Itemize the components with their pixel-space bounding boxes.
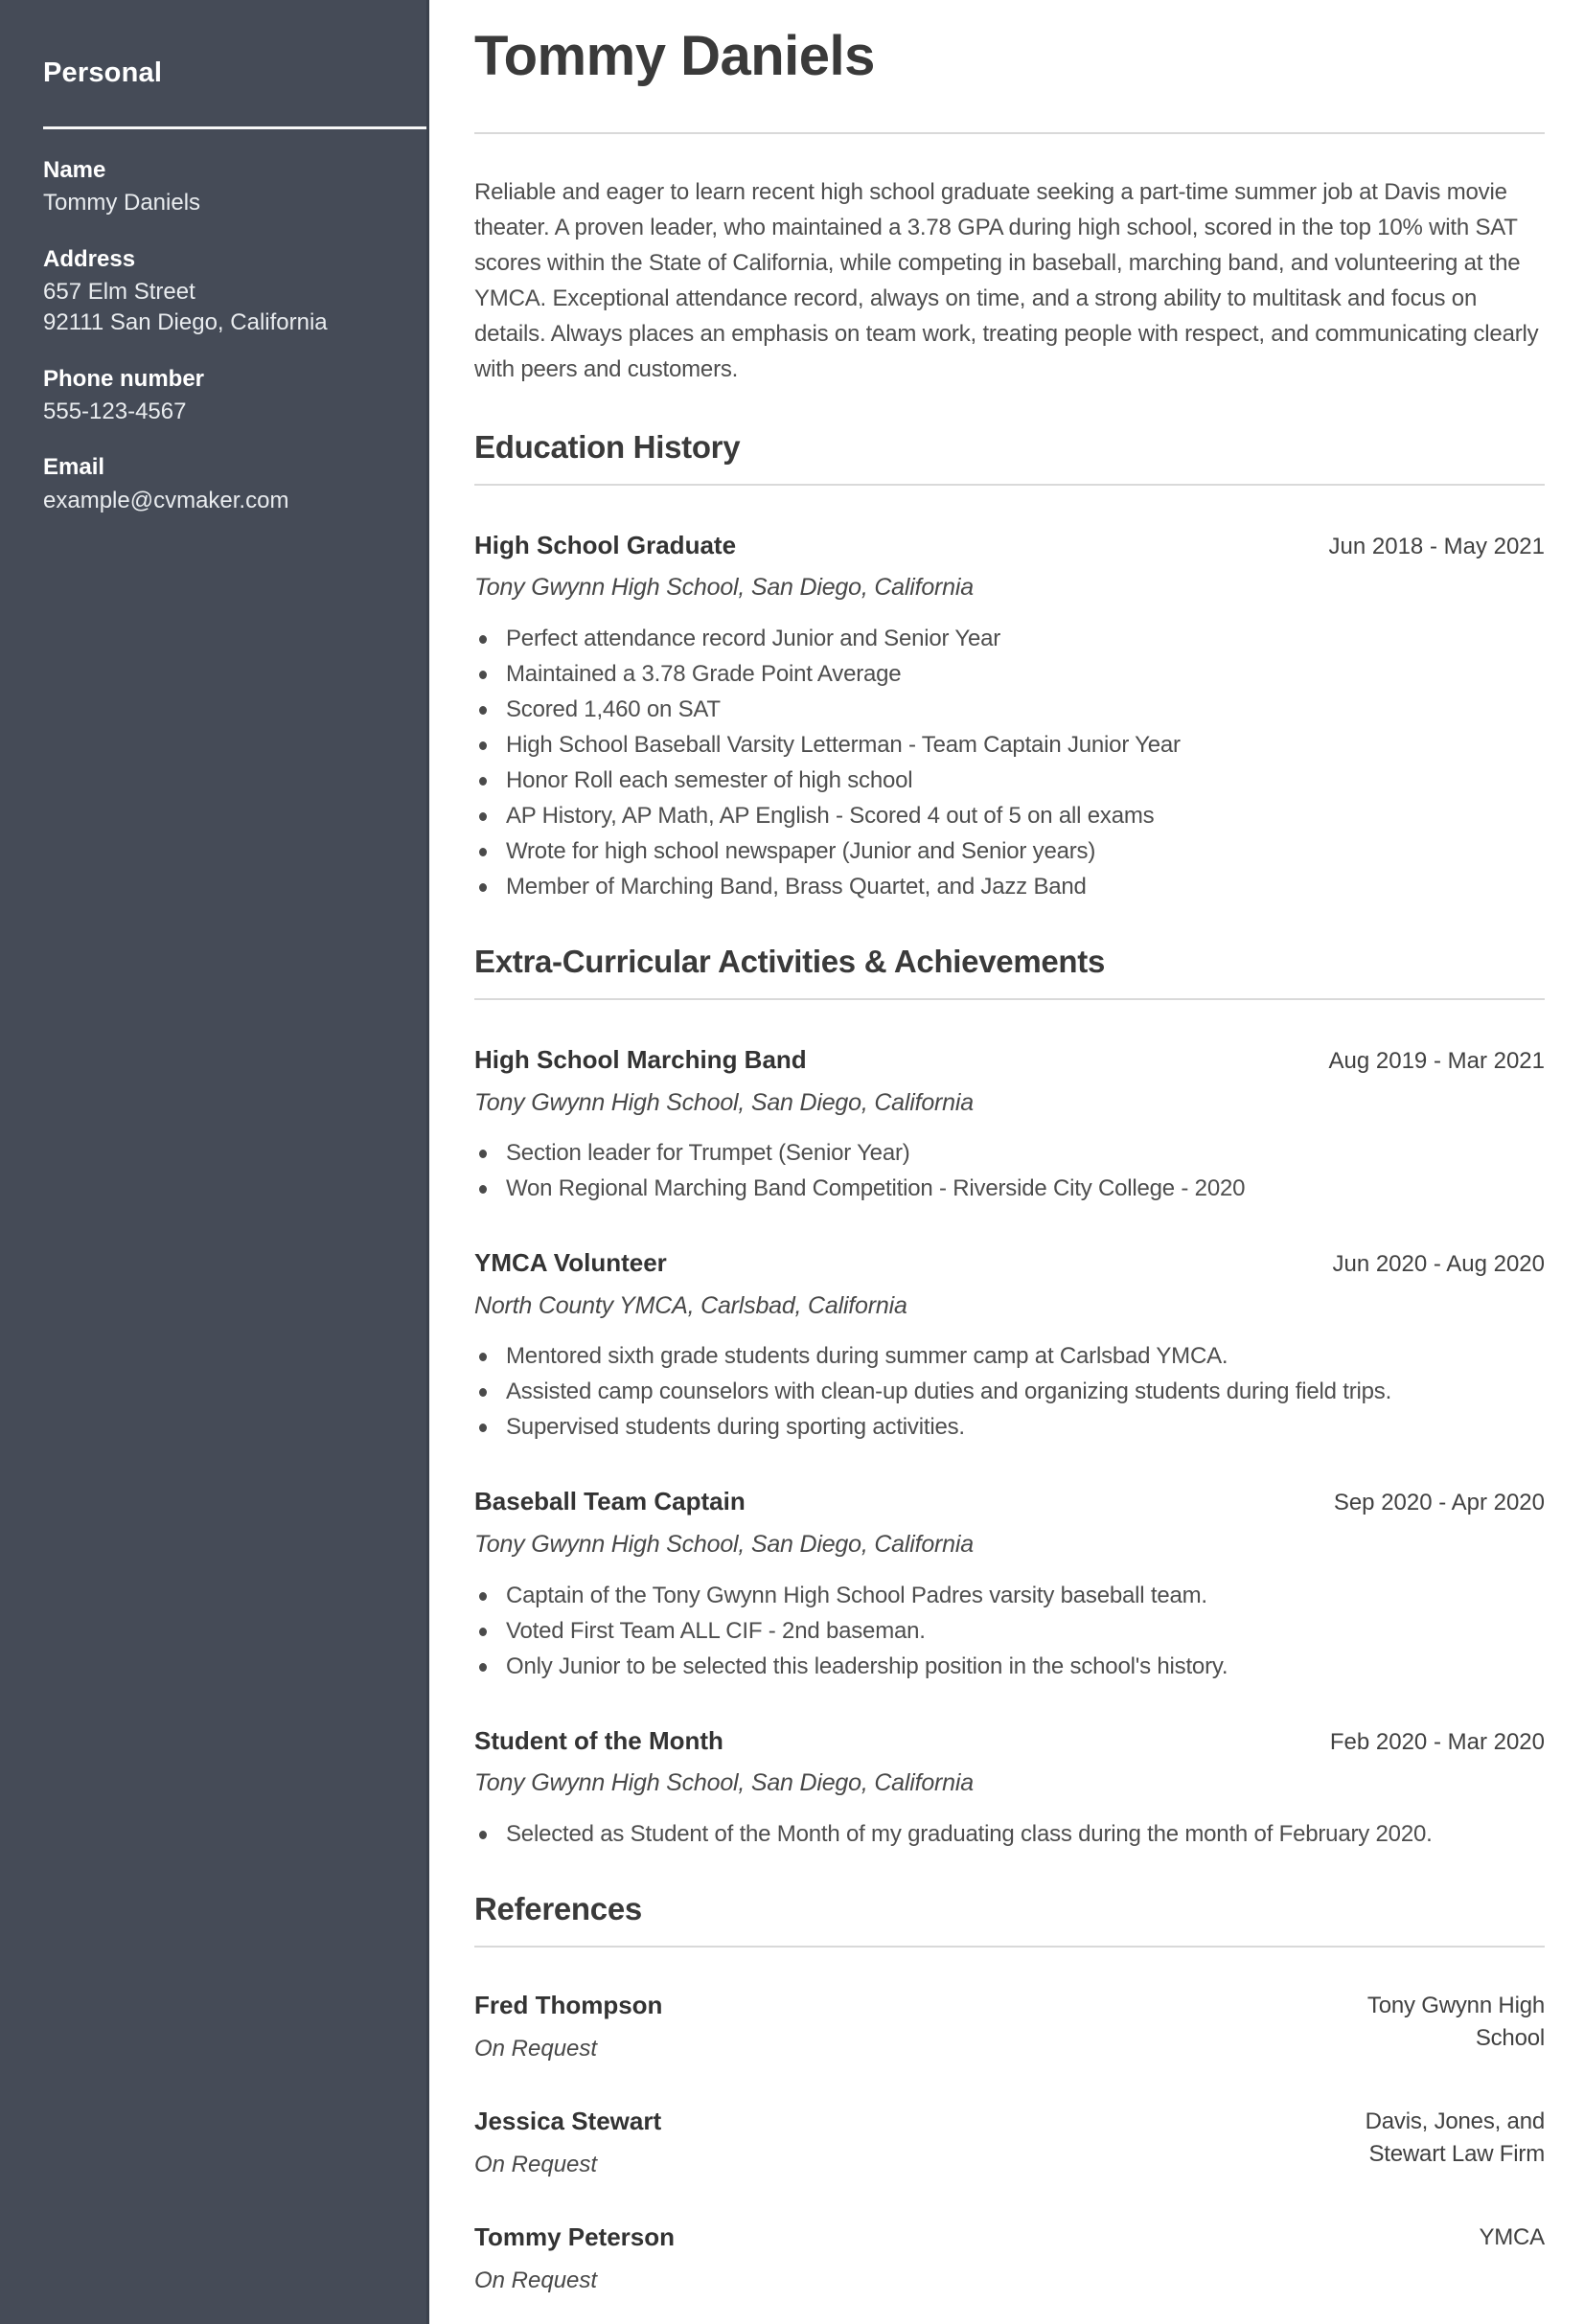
bullet-item bbox=[474, 1342, 1545, 1371]
bullet-dot bbox=[479, 1353, 487, 1361]
bullet-dot bbox=[479, 777, 487, 786]
bullet-text: Honor Roll each semester of high school bbox=[506, 766, 913, 793]
sidebar-heading: Personal bbox=[43, 57, 163, 88]
entry-header bbox=[474, 1725, 1545, 1758]
extracurricular-entry-marching-band bbox=[474, 1044, 1545, 1203]
sidebar-field-address bbox=[43, 244, 383, 338]
reference-left bbox=[474, 2106, 661, 2179]
sidebar-field-phone bbox=[43, 364, 383, 427]
bullet-text: High School Baseball Varsity Letterman - Team Captain Junior Year bbox=[506, 731, 1181, 758]
bullet-text: Won Regional Marching Band Competition - Riverside City College - 2020 bbox=[506, 1175, 1246, 1202]
bullet-list bbox=[474, 1820, 1545, 1849]
section-education bbox=[474, 427, 1545, 901]
entry-title: High School Marching Band bbox=[474, 1044, 807, 1074]
bullet-dot bbox=[479, 1663, 487, 1672]
reference-organization: Tony Gwynn High School bbox=[1366, 1992, 1545, 2051]
sidebar-field-name bbox=[43, 155, 383, 218]
education-heading: Education History bbox=[474, 428, 741, 465]
bullet-item bbox=[474, 1413, 1545, 1442]
extracurricular-entry-student-of-month bbox=[474, 1725, 1545, 1849]
phone-label: Phone number bbox=[43, 365, 205, 392]
education-entry bbox=[474, 530, 1545, 901]
entry-dates: Jun 2020 - Aug 2020 bbox=[1332, 1251, 1545, 1278]
reference-left bbox=[474, 2221, 675, 2295]
extracurricular-entry-baseball bbox=[474, 1486, 1545, 1680]
name-value: Tommy Daniels bbox=[43, 190, 201, 216]
reference-name: Fred Thompson bbox=[474, 1990, 663, 2019]
entry-header bbox=[474, 1486, 1545, 1518]
entry-dates: Feb 2020 - Mar 2020 bbox=[1329, 1728, 1545, 1755]
reference-row bbox=[474, 2221, 1545, 2295]
reference-name: Jessica Stewart bbox=[474, 2106, 662, 2135]
bullet-dot bbox=[479, 1150, 487, 1158]
entry-dates: Aug 2019 - Mar 2021 bbox=[1328, 1047, 1545, 1074]
reference-organization: Davis, Jones, and Stewart Law Firm bbox=[1365, 2108, 1545, 2167]
bullet-item bbox=[474, 695, 1545, 724]
phone-value: 555-123-4567 bbox=[43, 399, 187, 425]
entry-subtitle: Tony Gwynn High School, San Diego, California bbox=[474, 1769, 974, 1797]
bullet-item bbox=[474, 1820, 1545, 1849]
bullet-list bbox=[474, 1139, 1545, 1203]
bullet-dot bbox=[479, 1592, 487, 1601]
bullet-text: Section leader for Trumpet (Senior Year) bbox=[506, 1140, 910, 1167]
address-line-2: 92111 San Diego, California bbox=[43, 309, 328, 336]
section-extracurricular bbox=[474, 942, 1545, 1849]
bullet-text: Member of Marching Band, Brass Quartet, and Jazz Band bbox=[506, 873, 1087, 900]
entry-header bbox=[474, 1247, 1545, 1280]
bullet-text: Selected as Student of the Month of my graduating class during the month of February 2020. bbox=[506, 1820, 1433, 1847]
bullet-dot bbox=[479, 741, 487, 750]
extracurricular-entry-ymca bbox=[474, 1247, 1545, 1442]
entry-subtitle: North County YMCA, Carlsbad, California bbox=[474, 1291, 907, 1319]
reference-availability: On Request bbox=[474, 2151, 598, 2177]
bullet-item bbox=[474, 1582, 1545, 1610]
bullet-dot bbox=[479, 706, 487, 715]
bullet-dot bbox=[479, 1185, 487, 1194]
bullet-item bbox=[474, 731, 1545, 760]
bullet-item bbox=[474, 873, 1545, 901]
email-label: Email bbox=[43, 454, 105, 481]
bullet-item bbox=[474, 1174, 1545, 1203]
bullet-item bbox=[474, 660, 1545, 689]
entry-dates: Sep 2020 - Apr 2020 bbox=[1333, 1490, 1545, 1516]
bullet-text: Maintained a 3.78 Grade Point Average bbox=[506, 660, 902, 687]
references-divider bbox=[474, 1946, 1545, 1948]
bullet-list bbox=[474, 625, 1545, 901]
entry-title: Student of the Month bbox=[474, 1725, 723, 1755]
reference-organization: YMCA bbox=[1479, 2223, 1545, 2250]
reference-row bbox=[474, 1990, 1545, 2063]
bullet-item bbox=[474, 1378, 1545, 1406]
bullet-dot bbox=[479, 1628, 487, 1636]
email-value: example@cvmaker.com bbox=[43, 488, 289, 514]
entry-dates: Jun 2018 - May 2021 bbox=[1328, 533, 1545, 559]
reference-availability: On Request bbox=[474, 2035, 598, 2062]
bullet-text: Voted First Team ALL CIF - 2nd baseman. bbox=[506, 1617, 926, 1644]
bullet-item bbox=[474, 1617, 1545, 1646]
bullet-item bbox=[474, 1652, 1545, 1681]
bullet-text: AP History, AP Math, AP English - Scored 4 out of 5 on all exams bbox=[506, 802, 1155, 829]
bullet-dot bbox=[479, 635, 487, 644]
address-line-1: 657 Elm Street bbox=[43, 279, 195, 306]
entry-title: Baseball Team Captain bbox=[474, 1487, 746, 1516]
bullet-item bbox=[474, 766, 1545, 795]
entry-header bbox=[474, 1044, 1545, 1077]
reference-availability: On Request bbox=[474, 2267, 598, 2293]
bullet-dot bbox=[479, 848, 487, 856]
bullet-item bbox=[474, 802, 1545, 831]
entry-title: High School Graduate bbox=[474, 530, 737, 559]
bullet-text: Wrote for high school newspaper (Junior and Senior years) bbox=[506, 837, 1096, 864]
section-references bbox=[474, 1889, 1545, 2295]
bullet-item bbox=[474, 625, 1545, 653]
sidebar bbox=[0, 0, 429, 2324]
entry-title: YMCA Volunteer bbox=[474, 1248, 667, 1278]
bullet-dot bbox=[479, 812, 487, 821]
bullet-dot bbox=[479, 1388, 487, 1397]
sidebar-field-email bbox=[43, 452, 383, 515]
address-label: Address bbox=[43, 245, 136, 272]
main-content bbox=[429, 0, 1584, 2324]
bullet-dot bbox=[479, 671, 487, 679]
bullet-list bbox=[474, 1342, 1545, 1442]
name-label: Name bbox=[43, 156, 106, 183]
entry-subtitle: Tony Gwynn High School, San Diego, California bbox=[474, 574, 974, 602]
bullet-dot bbox=[479, 1831, 487, 1839]
education-divider bbox=[474, 484, 1545, 486]
reference-left bbox=[474, 1990, 662, 2063]
bullet-text: Mentored sixth grade students during summer camp at Carlsbad YMCA. bbox=[506, 1343, 1228, 1370]
entry-subtitle: Tony Gwynn High School, San Diego, California bbox=[474, 1531, 974, 1559]
sidebar-divider bbox=[43, 126, 426, 129]
bullet-text: Perfect attendance record Junior and Senior Year bbox=[506, 625, 1001, 651]
reference-row bbox=[474, 2106, 1545, 2179]
bullet-text: Captain of the Tony Gwynn High School Padres varsity baseball team. bbox=[506, 1582, 1207, 1608]
references-heading: References bbox=[474, 1890, 642, 1926]
extracurricular-divider bbox=[474, 998, 1545, 1000]
bullet-text: Only Junior to be selected this leadership position in the school's history. bbox=[506, 1652, 1228, 1679]
bullet-item bbox=[474, 837, 1545, 866]
entry-subtitle: Tony Gwynn High School, San Diego, California bbox=[474, 1088, 974, 1116]
bullet-text: Scored 1,460 on SAT bbox=[506, 695, 721, 722]
page-title: Tommy Daniels bbox=[474, 25, 875, 87]
summary-paragraph: Reliable and eager to learn recent high school graduate seeking a part-time summer job at Davis movie theater. A proven leader, who maintained a 3.78 GPA during high school, scored in the top 10% with SAT scores within the State of California, while competing in baseball, marching band, and volunteering at the YMCA. Exceptional attendance record, always on time, and a strong ability to multitask and focus on details. Always places an emphasis on team work, treating people with respect, and communicating clearly with peers and customers. bbox=[474, 178, 1539, 382]
bullet-list bbox=[474, 1582, 1545, 1681]
bullet-dot bbox=[479, 883, 487, 892]
title-divider bbox=[474, 132, 1545, 134]
bullet-item bbox=[474, 1139, 1545, 1168]
bullet-text: Supervised students during sporting activities. bbox=[506, 1414, 965, 1441]
bullet-dot bbox=[479, 1424, 487, 1432]
extracurricular-heading: Extra-Curricular Activities & Achievements bbox=[474, 943, 1106, 979]
entry-header bbox=[474, 530, 1545, 562]
reference-name: Tommy Peterson bbox=[474, 2221, 676, 2251]
bullet-text: Assisted camp counselors with clean-up duties and organizing students during field trips. bbox=[506, 1378, 1392, 1405]
